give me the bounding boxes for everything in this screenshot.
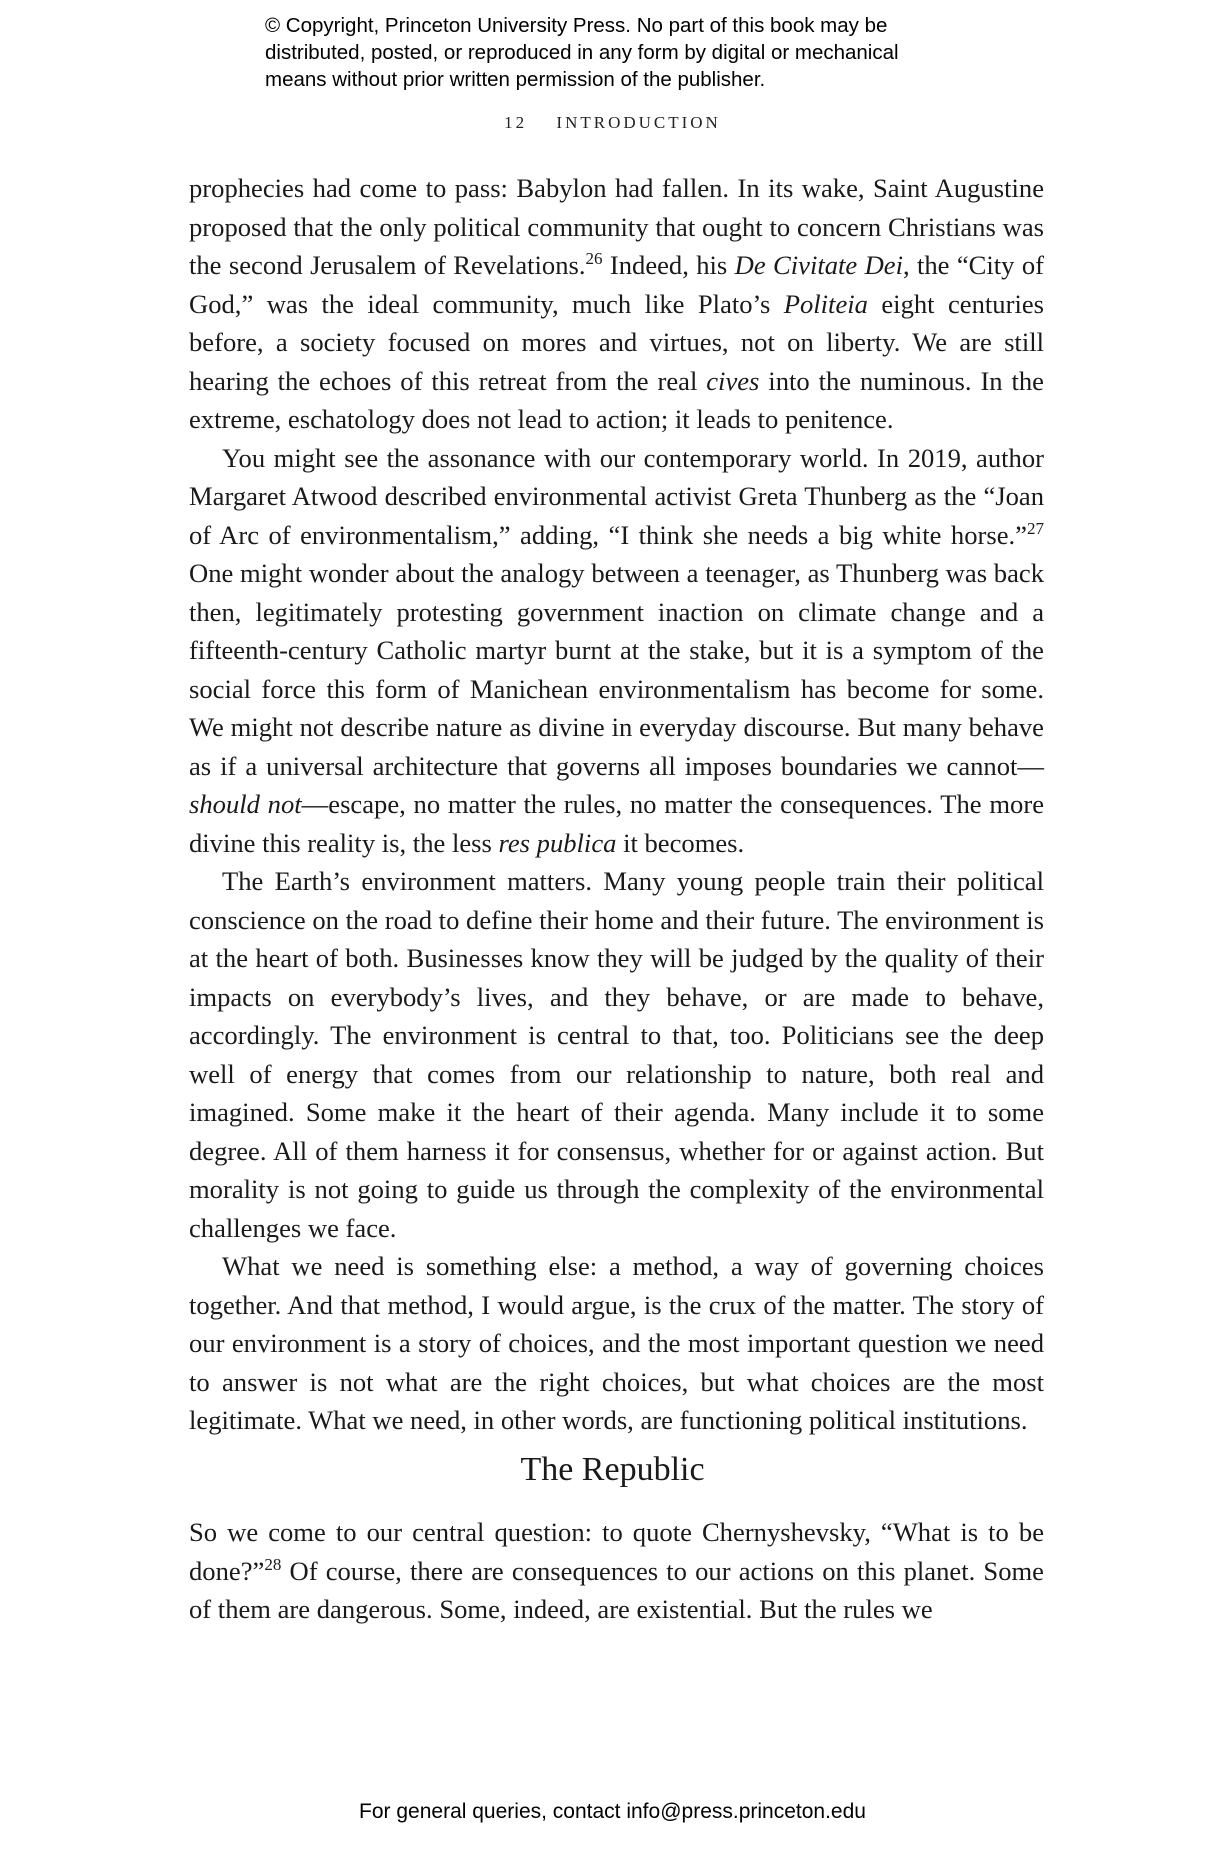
italic-run: Politeia xyxy=(783,288,868,319)
copyright-line: © Copyright, Princeton University Press. No part of this book may be xyxy=(265,14,888,37)
italic-run: De Civitate Dei xyxy=(734,250,903,280)
text-run: So we come to our central question: to quote Chernyshevsky, “What is to be done?” xyxy=(189,1517,1044,1586)
running-head xyxy=(0,113,1225,133)
paragraph: The Earth’s environment matters. Many young people train their political conscience on the road to define their home and their future. The environment is at the heart of both. Businesses know they will be judged by the quality of their impacts on everybody’s lives, and they behave, or are made to behave, accordingly. The environment is central to that, too. Politicians see the deep well of energy that comes from our relationship to nature, both real and imagined. Some make it the heart of their agenda. Many include it to some degree. All of them harness it for consensus, whether for or against action. But morality is not going to guide us through the complexity of the environmental challenges we face. xyxy=(189,866,1044,1243)
italic-run: should not xyxy=(189,789,302,819)
page-number: 12 xyxy=(504,113,528,132)
text-run: it becomes. xyxy=(616,827,745,858)
text-run: You might see the assonance with our contemporary world. In 2019, author Margaret Atwood described environmental activist Greta Thunberg as the “Joan of Arc of environmentalism,” adding, “I think she needs a big white horse.” xyxy=(189,442,1044,550)
paragraph: What we need is something else: a method, a way of governing choices together. And that method, I would argue, is the crux of the matter. The story of our environment is a story of choices, and the most important question we need to answer is not what are the right choices, but what choices are the most legitimate. What we need, in other words, are functioning political institutions. xyxy=(189,1251,1044,1435)
body-text xyxy=(189,169,1044,1440)
footnote-marker: 26 xyxy=(585,249,603,269)
footer-contact: For general queries, contact info@press.princeton.edu xyxy=(359,1800,866,1823)
chapter-title: INTRODUCTION xyxy=(556,113,721,132)
text-run: into the numinous. In the extreme, eschatology does not lead to action; it leads to penitence. xyxy=(189,365,1044,434)
footnote-marker: 28 xyxy=(264,1554,282,1574)
footnote-marker: 27 xyxy=(1027,518,1044,538)
text-run: Of course, there are consequences to our actions on this planet. Some of them are dangerous. Some, indeed, are existential. But the rules we xyxy=(189,1555,1044,1624)
copyright-notice xyxy=(265,12,1025,93)
paragraph xyxy=(189,169,1044,439)
text-run: prophecies had come to pass: Babylon had fallen. In its wake, Saint Augustine proposed that the only political community that ought to concern Christians was the second Jerusalem of Revelations. xyxy=(189,173,1044,280)
text-run: One might wonder about the analogy between a teenager, as Thunberg was back then, legitimately protesting government inaction on climate change and a fifteenth-century Catholic martyr burnt at the stake, but it is a symptom of the social force this form of Manichean environmentalism has become for some. We might not describe nature as divine in everyday discourse. But many behave as if a universal architecture that governs all imposes boundaries we cannot— xyxy=(189,558,1044,781)
copyright-line: means without prior written permission of the publisher. xyxy=(265,68,766,91)
text-run: , the “City of God,” was the ideal community, much like Plato’s xyxy=(189,250,1044,319)
italic-run: cives xyxy=(706,365,760,396)
section-text xyxy=(189,1513,1044,1629)
text-run: —escape, no matter the rules, no matter the consequences. The more divine this reality is, the less xyxy=(189,789,1044,858)
section-heading: The Republic xyxy=(520,1451,705,1488)
copyright-line: distributed, posted, or reproduced in any form by digital or mechanical xyxy=(265,41,899,64)
text-run: Indeed, his xyxy=(602,250,735,280)
italic-run: res publica xyxy=(498,827,617,858)
text-run: eight centuries before, a society focused on mores and virtues, not on liberty. We are still hearing the echoes of this retreat from the real xyxy=(189,288,1044,396)
paragraph xyxy=(189,439,1044,863)
paragraph xyxy=(189,1513,1044,1629)
